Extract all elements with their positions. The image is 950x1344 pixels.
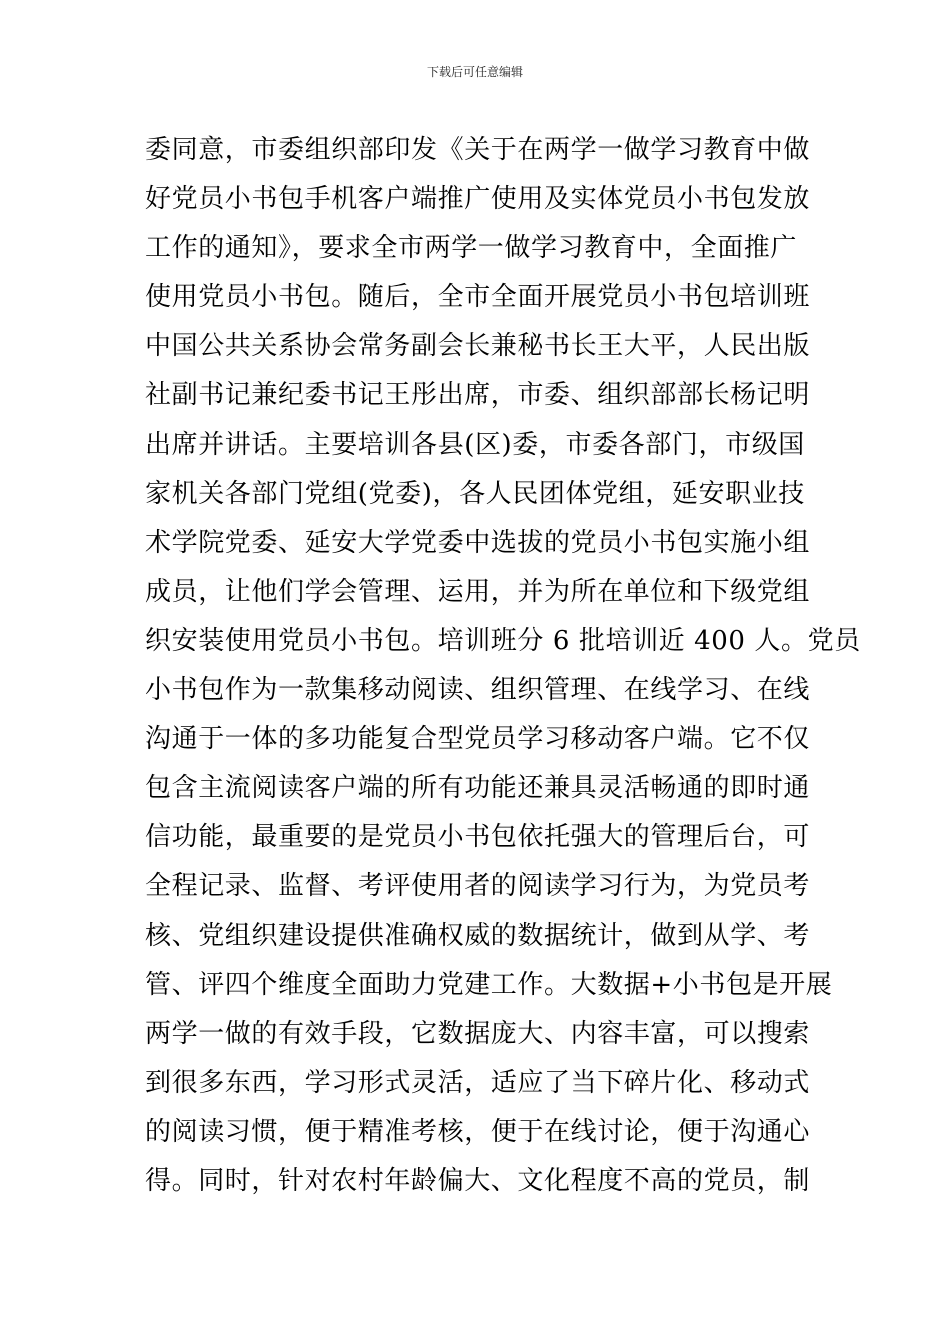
text-line: 到很多东西，学习形式灵活，适应了当下碎片化、移动式 — [145, 1067, 811, 1098]
text-line: 两学一做的有效手段，它数据庞大、内容丰富，可以搜索 — [145, 1018, 811, 1049]
text-line: 术学院党委、延安大学党委中选拔的党员小书包实施小组 — [145, 527, 811, 558]
text-line: 使用党员小书包。随后，全市全面开展党员小书包培训班 — [145, 282, 811, 313]
text-line: 好党员小书包手机客户端推广使用及实体党员小书包发放 — [145, 184, 811, 215]
text-line: 沟通于一体的多功能复合型党员学习移动客户端。它不仅 — [145, 724, 811, 755]
text-line: 家机关各部门党组(党委)，各人民团体党组，延安职业技 — [145, 478, 805, 509]
text-line: 工作的通知》，要求全市两学一做学习教育中，全面推广 — [145, 233, 798, 264]
body-paragraph — [145, 126, 861, 1206]
text-line: 小书包作为一款集移动阅读、组织管理、在线学习、在线 — [145, 675, 811, 706]
text-line: 中国公共关系协会常务副会长兼秘书长王大平，人民出版 — [145, 331, 811, 362]
text-line: 包含主流阅读客户端的所有功能还兼具灵活畅通的即时通 — [145, 773, 811, 804]
text-line: 全程记录、监督、考评使用者的阅读学习行为，为党员考 — [145, 871, 811, 902]
text-line: 的阅读习惯，便于精准考核，便于在线讨论，便于沟通心 — [145, 1116, 811, 1147]
text-line: 出席并讲话。主要培训各县(区)委，市委各部门，市级国 — [145, 429, 805, 460]
text-line: 管、评四个维度全面助力党建工作。大数据+小书包是开展 — [145, 969, 833, 1000]
text-line: 核、党组织建设提供准确权威的数据统计，做到从学、考 — [145, 920, 811, 951]
text-line: 成员，让他们学会管理、运用，并为所在单位和下级党组 — [145, 576, 811, 607]
text-line: 信功能，最重要的是党员小书包依托强大的管理后台，可 — [145, 822, 811, 853]
text-line: 社副书记兼纪委书记王彤出席，市委、组织部部长杨记明 — [145, 380, 811, 411]
text-line: 得。同时，针对农村年龄偏大、文化程度不高的党员，制 — [145, 1165, 811, 1196]
text-line: 织安装使用党员小书包。培训班分 6 批培训近 400 人。党员 — [145, 625, 861, 656]
page-header: 下载后可任意编辑 — [426, 65, 523, 79]
text-line: 委同意，市委组织部印发《关于在两学一做学习教育中做 — [145, 135, 811, 165]
